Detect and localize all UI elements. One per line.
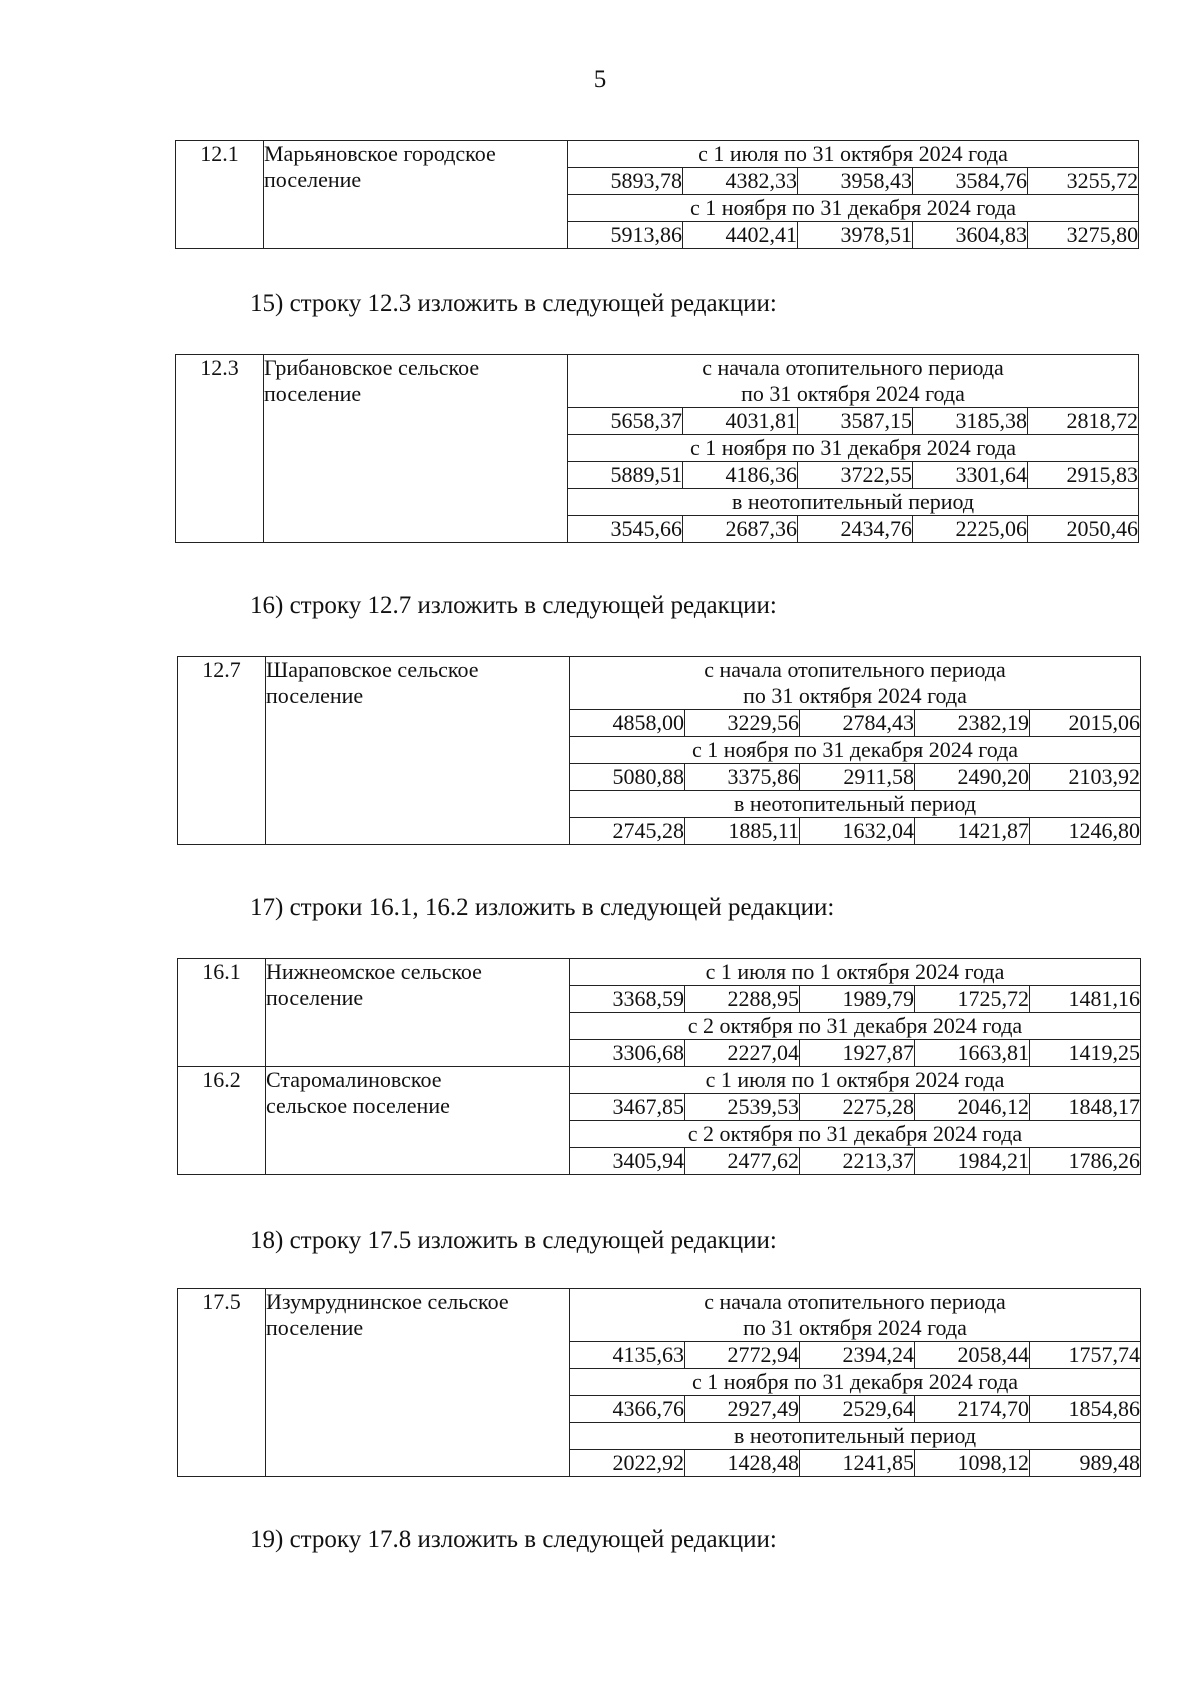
value-cell: 2772,94 xyxy=(685,1342,800,1369)
period-label-line: с 1 ноября по 31 декабря 2024 года xyxy=(690,195,1017,220)
value-cell: 2529,64 xyxy=(800,1396,915,1423)
value-cell: 2490,20 xyxy=(915,764,1030,791)
value-cell: 4366,76 xyxy=(570,1396,685,1423)
row-number: 12.7 xyxy=(178,657,266,845)
value-cell: 4186,36 xyxy=(683,462,798,489)
settlement-name-line: поселение xyxy=(264,167,362,192)
value-cell: 1885,11 xyxy=(685,818,800,845)
value-cell: 2394,24 xyxy=(800,1342,915,1369)
period-label xyxy=(570,737,1141,764)
value-cell: 1854,86 xyxy=(1030,1396,1141,1423)
value-cell: 2288,95 xyxy=(685,986,800,1013)
period-label-line: с 2 октября по 31 декабря 2024 года xyxy=(687,1121,1023,1146)
period-label-row xyxy=(178,657,1141,710)
period-label-line: в неотопительный период xyxy=(733,1423,977,1448)
period-label-line: с 1 июля по 31 октября 2024 года xyxy=(698,141,1008,166)
row-number: 12.1 xyxy=(176,141,264,249)
value-cell: 3467,85 xyxy=(570,1094,685,1121)
value-cell: 2022,92 xyxy=(570,1450,685,1477)
value-cell: 2745,28 xyxy=(570,818,685,845)
period-label-line: с 1 ноября по 31 декабря 2024 года xyxy=(690,435,1017,460)
value-cell: 1421,87 xyxy=(915,818,1030,845)
value-cell: 1725,72 xyxy=(915,986,1030,1013)
value-cell: 3722,55 xyxy=(798,462,913,489)
value-cell: 3368,59 xyxy=(570,986,685,1013)
value-cell: 4402,41 xyxy=(683,222,798,249)
value-cell: 4382,33 xyxy=(683,168,798,195)
value-cell: 3185,38 xyxy=(913,408,1028,435)
value-cell: 2687,36 xyxy=(683,516,798,543)
period-label xyxy=(568,489,1139,516)
settlement-name-line: поселение xyxy=(264,381,362,406)
value-cell: 2539,53 xyxy=(685,1094,800,1121)
settlement-name xyxy=(266,1067,570,1175)
value-cell: 2103,92 xyxy=(1030,764,1141,791)
settlement-name-line: Грибановское сельское xyxy=(264,355,480,380)
period-label xyxy=(570,1013,1141,1040)
period-label xyxy=(568,435,1139,462)
period-label xyxy=(570,1369,1141,1396)
period-label-line: по 31 октября 2024 года xyxy=(743,683,967,708)
value-cell: 3405,94 xyxy=(570,1148,685,1175)
value-cell: 3584,76 xyxy=(913,168,1028,195)
settlement-name-line: сельское поселение xyxy=(266,1093,450,1118)
value-cell: 4031,81 xyxy=(683,408,798,435)
value-cell: 2915,83 xyxy=(1028,462,1139,489)
settlement-name xyxy=(264,355,568,543)
settlement-name-line: Старомалиновское xyxy=(266,1067,442,1092)
value-cell: 989,48 xyxy=(1030,1450,1141,1477)
value-cell: 2213,37 xyxy=(800,1148,915,1175)
settlement-name xyxy=(266,657,570,845)
value-cell: 1481,16 xyxy=(1030,986,1141,1013)
value-cell: 2015,06 xyxy=(1030,710,1141,737)
tariff-table-12-3 xyxy=(175,354,1139,543)
period-label-line: с начала отопительного периода xyxy=(704,1289,1006,1314)
settlement-name-line: поселение xyxy=(266,1315,364,1340)
value-cell: 2227,04 xyxy=(685,1040,800,1067)
value-cell: 5889,51 xyxy=(568,462,683,489)
period-label xyxy=(570,1067,1141,1094)
value-cell: 2927,49 xyxy=(685,1396,800,1423)
period-label xyxy=(570,959,1141,986)
value-cell: 3301,64 xyxy=(913,462,1028,489)
value-cell: 1241,85 xyxy=(800,1450,915,1477)
value-cell: 4135,63 xyxy=(570,1342,685,1369)
value-cell: 2058,44 xyxy=(915,1342,1030,1369)
page-number: 5 xyxy=(593,66,607,93)
value-cell: 2050,46 xyxy=(1028,516,1139,543)
heading-item-17: 17) строки 16.1, 16.2 изложить в следующей редакции: xyxy=(250,894,835,921)
value-cell: 3958,43 xyxy=(798,168,913,195)
value-cell: 2818,72 xyxy=(1028,408,1139,435)
value-cell: 3978,51 xyxy=(798,222,913,249)
value-cell: 1848,17 xyxy=(1030,1094,1141,1121)
value-cell: 2382,19 xyxy=(915,710,1030,737)
tariff-table-17-5 xyxy=(177,1288,1141,1477)
period-label xyxy=(570,1121,1141,1148)
period-label xyxy=(568,141,1139,168)
settlement-name xyxy=(264,141,568,249)
value-cell: 5080,88 xyxy=(570,764,685,791)
value-cell: 2225,06 xyxy=(913,516,1028,543)
value-cell: 1984,21 xyxy=(915,1148,1030,1175)
tariff-table-12-1 xyxy=(175,140,1139,249)
heading-item-15: 15) строку 12.3 изложить в следующей редакции: xyxy=(250,290,777,317)
period-label-line: с 1 июля по 1 октября 2024 года xyxy=(705,959,1005,984)
value-cell: 1419,25 xyxy=(1030,1040,1141,1067)
period-label-line: в неотопительный период xyxy=(731,489,975,514)
period-label-row xyxy=(176,141,1139,168)
value-cell: 2046,12 xyxy=(915,1094,1030,1121)
value-cell: 1786,26 xyxy=(1030,1148,1141,1175)
row-number: 12.3 xyxy=(176,355,264,543)
value-cell: 3229,56 xyxy=(685,710,800,737)
value-cell: 2911,58 xyxy=(800,764,915,791)
value-cell: 2477,62 xyxy=(685,1148,800,1175)
value-cell: 3275,80 xyxy=(1028,222,1139,249)
row-number: 16.2 xyxy=(178,1067,266,1175)
settlement-name-line: Марьяновское городское xyxy=(264,141,496,166)
period-label-line: с начала отопительного периода xyxy=(702,355,1004,380)
value-cell: 2434,76 xyxy=(798,516,913,543)
value-cell: 3604,83 xyxy=(913,222,1028,249)
period-label-line: в неотопительный период xyxy=(733,791,977,816)
period-label-row xyxy=(176,355,1139,408)
value-cell: 1428,48 xyxy=(685,1450,800,1477)
value-cell: 3375,86 xyxy=(685,764,800,791)
value-cell: 5913,86 xyxy=(568,222,683,249)
row-number: 17.5 xyxy=(178,1289,266,1477)
settlement-name-line: Нижнеомское сельское xyxy=(266,959,482,984)
value-cell: 1632,04 xyxy=(800,818,915,845)
settlement-name xyxy=(266,1289,570,1477)
period-label-line: по 31 октября 2024 года xyxy=(743,1315,967,1340)
period-label xyxy=(568,355,1139,408)
value-cell: 3306,68 xyxy=(570,1040,685,1067)
period-label xyxy=(570,791,1141,818)
value-cell: 1098,12 xyxy=(915,1450,1030,1477)
heading-item-19: 19) строку 17.8 изложить в следующей редакции: xyxy=(250,1526,777,1553)
period-label-row xyxy=(178,959,1141,986)
period-label-line: с 1 июля по 1 октября 2024 года xyxy=(705,1067,1005,1092)
period-label xyxy=(568,195,1139,222)
period-label-row xyxy=(178,1067,1141,1094)
period-label xyxy=(570,1289,1141,1342)
value-cell: 3255,72 xyxy=(1028,168,1139,195)
tariff-table-12-7 xyxy=(177,656,1141,845)
settlement-name xyxy=(266,959,570,1067)
value-cell: 2784,43 xyxy=(800,710,915,737)
period-label-row xyxy=(178,1289,1141,1342)
settlement-name-line: Шараповское сельское xyxy=(266,657,479,682)
value-cell: 2174,70 xyxy=(915,1396,1030,1423)
value-cell: 1246,80 xyxy=(1030,818,1141,845)
value-cell: 5893,78 xyxy=(568,168,683,195)
row-number: 16.1 xyxy=(178,959,266,1067)
period-label-line: по 31 октября 2024 года xyxy=(741,381,965,406)
period-label-line: с начала отопительного периода xyxy=(704,657,1006,682)
heading-item-16: 16) строку 12.7 изложить в следующей редакции: xyxy=(250,592,777,619)
value-cell: 4858,00 xyxy=(570,710,685,737)
heading-item-18: 18) строку 17.5 изложить в следующей редакции: xyxy=(250,1227,777,1254)
tariff-table-16-1-16-2 xyxy=(177,958,1141,1175)
period-label-line: с 1 ноября по 31 декабря 2024 года xyxy=(692,1369,1019,1394)
period-label xyxy=(570,657,1141,710)
period-label xyxy=(570,1423,1141,1450)
settlement-name-line: Изумруднинское сельское xyxy=(266,1289,509,1314)
value-cell: 1989,79 xyxy=(800,986,915,1013)
value-cell: 1927,87 xyxy=(800,1040,915,1067)
period-label-line: с 1 ноября по 31 декабря 2024 года xyxy=(692,737,1019,762)
value-cell: 2275,28 xyxy=(800,1094,915,1121)
period-label-line: с 2 октября по 31 декабря 2024 года xyxy=(687,1013,1023,1038)
settlement-name-line: поселение xyxy=(266,985,364,1010)
value-cell: 3587,15 xyxy=(798,408,913,435)
value-cell: 5658,37 xyxy=(568,408,683,435)
value-cell: 1757,74 xyxy=(1030,1342,1141,1369)
value-cell: 3545,66 xyxy=(568,516,683,543)
settlement-name-line: поселение xyxy=(266,683,364,708)
value-cell: 1663,81 xyxy=(915,1040,1030,1067)
